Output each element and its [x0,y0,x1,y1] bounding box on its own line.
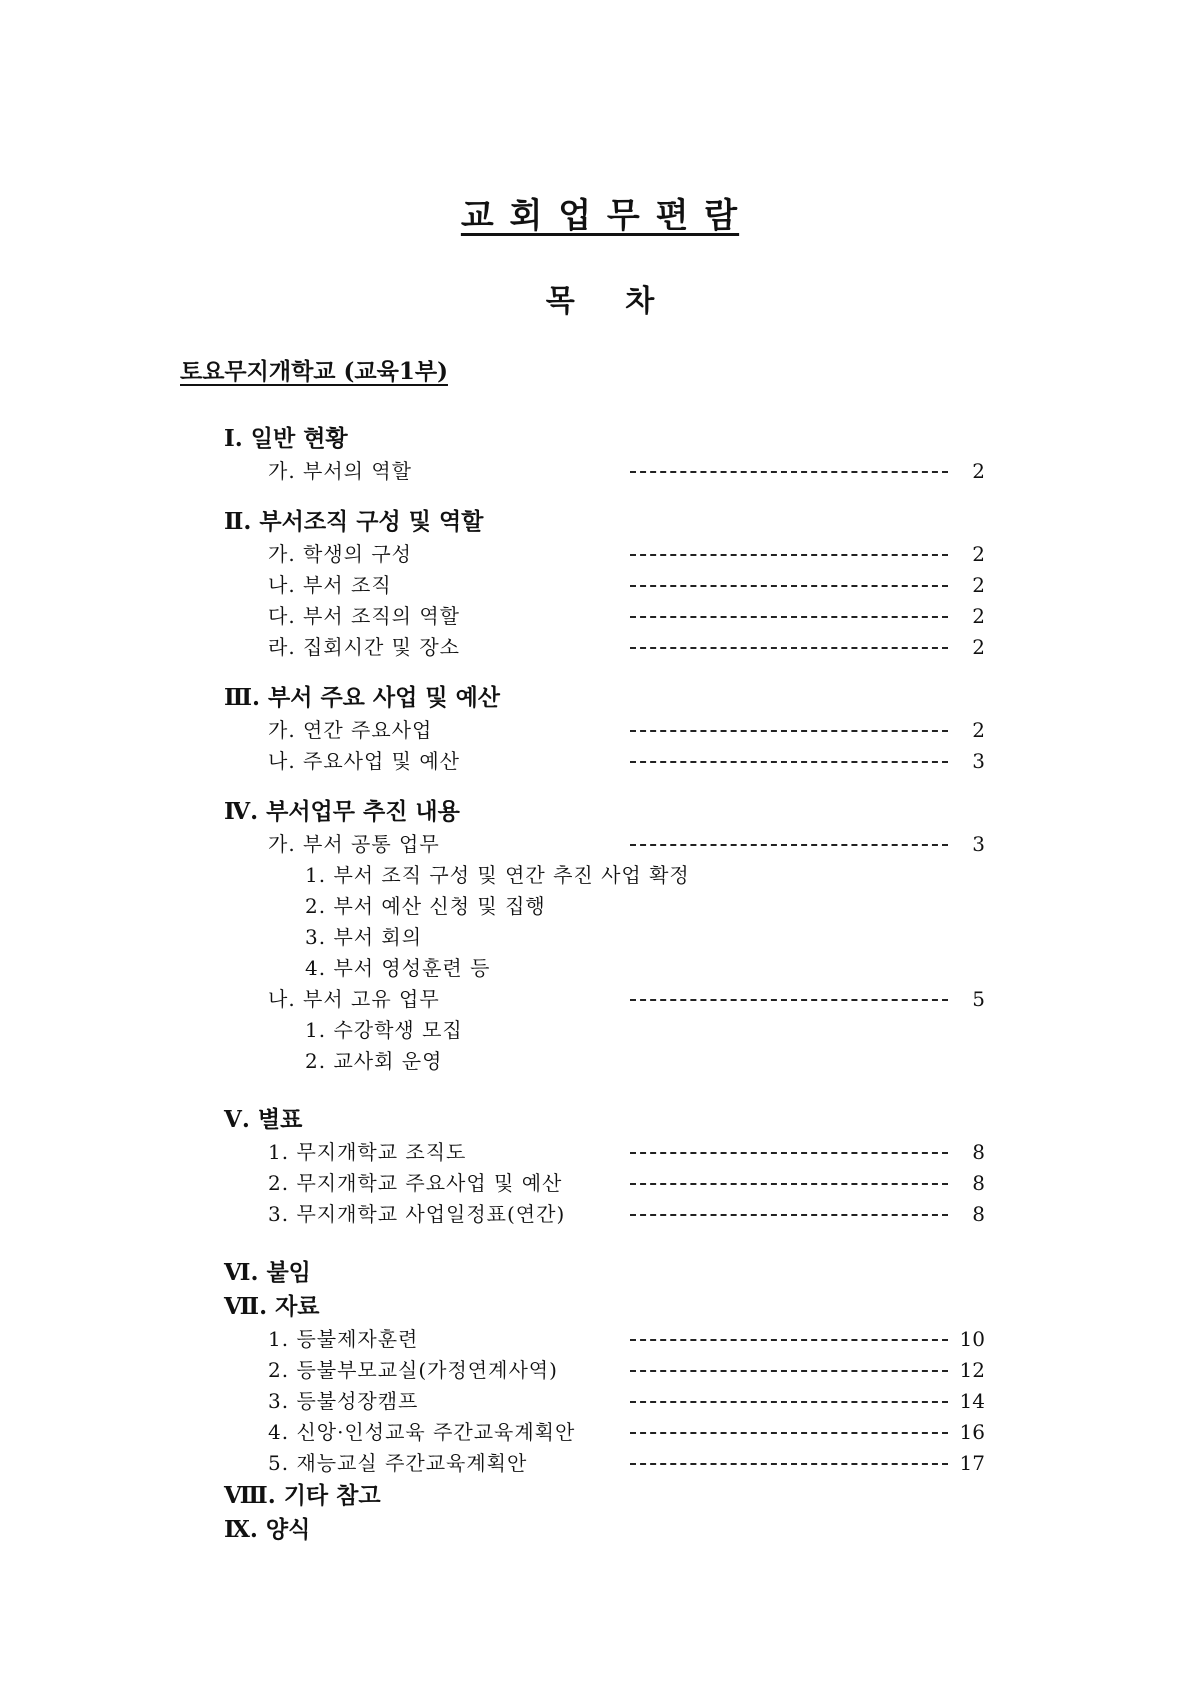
dot-leader [630,585,948,587]
toc-entry-label: 가. 부서의 역할 [268,459,412,483]
toc-entry-page: 2 [972,542,985,566]
toc-entry-page: 2 [972,573,985,597]
department-title: 토요무지개학교 (교육1부) [180,358,448,385]
toc-entry-page: 3 [972,749,985,773]
toc-entry-page: 8 [972,1202,985,1226]
toc-entry-page: 14 [959,1389,985,1413]
dot-leader [630,1463,948,1465]
toc-entry[interactable] [0,601,1200,632]
toc-subentry[interactable] [0,953,1200,984]
toc-entry[interactable] [0,1168,1200,1199]
toc-entry[interactable] [0,1448,1200,1479]
toc-subentry-label: 2. 교사회 운영 [305,1049,443,1073]
toc-entry-label: 라. 집회시간 및 장소 [268,635,460,659]
toc-entry-page: 5 [972,987,985,1011]
dot-leader [630,1432,948,1434]
dot-leader [630,616,948,618]
section-heading: Ⅲ. 부서 주요 사업 및 예산 [224,684,501,711]
toc-entry-label: 3. 등불성장캠프 [268,1389,419,1413]
toc-entry[interactable] [0,746,1200,777]
toc-entry-page: 8 [972,1140,985,1164]
dot-leader [630,1339,948,1341]
dot-leader [630,761,948,763]
toc-subentry[interactable] [0,1015,1200,1046]
toc-entry[interactable] [0,1417,1200,1448]
toc-entry[interactable] [0,829,1200,860]
toc-section-5 [0,1103,1200,1230]
toc-subentry[interactable] [0,1046,1200,1077]
toc-entry-label: 2. 등불부모교실(가정연계사역) [268,1358,558,1382]
toc-entry[interactable] [0,570,1200,601]
dot-leader [630,844,948,846]
toc-subentry-label: 1. 수강학생 모집 [305,1018,463,1042]
section-heading: Ⅳ. 부서업무 추진 내용 [224,798,460,825]
section-heading: Ⅵ. 붙임 [224,1259,311,1286]
toc-entry-page: 17 [959,1451,985,1475]
toc-subentry-label: 4. 부서 영성훈련 등 [305,956,491,980]
document-title-text: 교 회 업 무 편 람 [460,196,740,236]
toc-entry-page: 2 [972,604,985,628]
toc-entry-label: 나. 주요사업 및 예산 [268,749,460,773]
toc-entry[interactable] [0,715,1200,746]
toc-entry-page: 10 [959,1327,985,1351]
section-heading: Ⅷ. 기타 참고 [224,1482,381,1509]
toc-entry-label: 가. 부서 공통 업무 [268,832,440,856]
toc-entry[interactable] [0,1199,1200,1230]
dot-leader [630,1214,948,1216]
toc-entry-page: 12 [959,1358,985,1382]
toc-subentry-label: 3. 부서 회의 [305,925,423,949]
toc-subentry[interactable] [0,860,1200,891]
toc-subentry-label: 2. 부서 예산 신청 및 집행 [305,894,546,918]
toc-entry-label: 5. 재능교실 주간교육계획안 [268,1451,528,1475]
toc-entry[interactable] [0,1137,1200,1168]
dot-leader [630,1183,948,1185]
dot-leader [630,471,948,473]
dot-leader [630,554,948,556]
toc-entry[interactable] [0,1324,1200,1355]
toc-entry-label: 나. 부서 고유 업무 [268,987,440,1011]
toc-entry-label: 1. 등불제자훈련 [268,1327,419,1351]
toc-section-8 [0,1479,1200,1513]
toc-entry[interactable] [0,539,1200,570]
toc-section-9 [0,1513,1200,1547]
toc-entry[interactable] [0,984,1200,1015]
toc-entry-label: 2. 무지개학교 주요사업 및 예산 [268,1171,563,1195]
toc-entry-label: 나. 부서 조직 [268,573,392,597]
dot-leader [630,647,948,649]
document-title [0,188,1200,237]
dot-leader [630,1370,948,1372]
dot-leader [630,999,948,1001]
toc-entry-label: 3. 무지개학교 사업일정표(연간) [268,1202,566,1226]
toc-entry[interactable] [0,1355,1200,1386]
toc-section-7 [0,1290,1200,1479]
toc-entry-page: 2 [972,635,985,659]
toc-entry-page: 2 [972,459,985,483]
toc-subentry[interactable] [0,891,1200,922]
toc-subentry-label: 1. 부서 조직 구성 및 연간 추진 사업 확정 [305,863,690,887]
toc-section-2 [0,505,1200,663]
table-of-contents [0,422,1200,1547]
toc-subentry[interactable] [0,922,1200,953]
section-heading: Ⅴ. 별표 [224,1106,303,1133]
toc-entry-label: 가. 연간 주요사업 [268,718,433,742]
toc-entry-page: 2 [972,718,985,742]
dot-leader [630,730,948,732]
toc-section-3 [0,681,1200,777]
toc-entry[interactable] [0,632,1200,663]
toc-section-1 [0,422,1200,487]
toc-section-6 [0,1256,1200,1290]
section-heading: Ⅱ. 부서조직 구성 및 역할 [224,508,484,535]
toc-entry-page: 3 [972,832,985,856]
dot-leader [630,1152,948,1154]
section-heading: Ⅰ. 일반 현황 [224,425,348,452]
toc-entry[interactable] [0,456,1200,487]
section-heading: Ⅶ. 자료 [224,1293,320,1320]
toc-entry[interactable] [0,1386,1200,1417]
toc-section-4 [0,795,1200,1077]
toc-entry-label: 1. 무지개학교 조직도 [268,1140,467,1164]
section-heading: Ⅸ. 양식 [224,1516,311,1543]
toc-entry-label: 4. 신앙·인성교육 주간교육계획안 [268,1420,576,1444]
toc-entry-label: 가. 학생의 구성 [268,542,412,566]
toc-entry-label: 다. 부서 조직의 역할 [268,604,460,628]
toc-entry-page: 8 [972,1171,985,1195]
dot-leader [630,1401,948,1403]
toc-heading: 목 차 [545,284,655,319]
toc-entry-page: 16 [959,1420,985,1444]
